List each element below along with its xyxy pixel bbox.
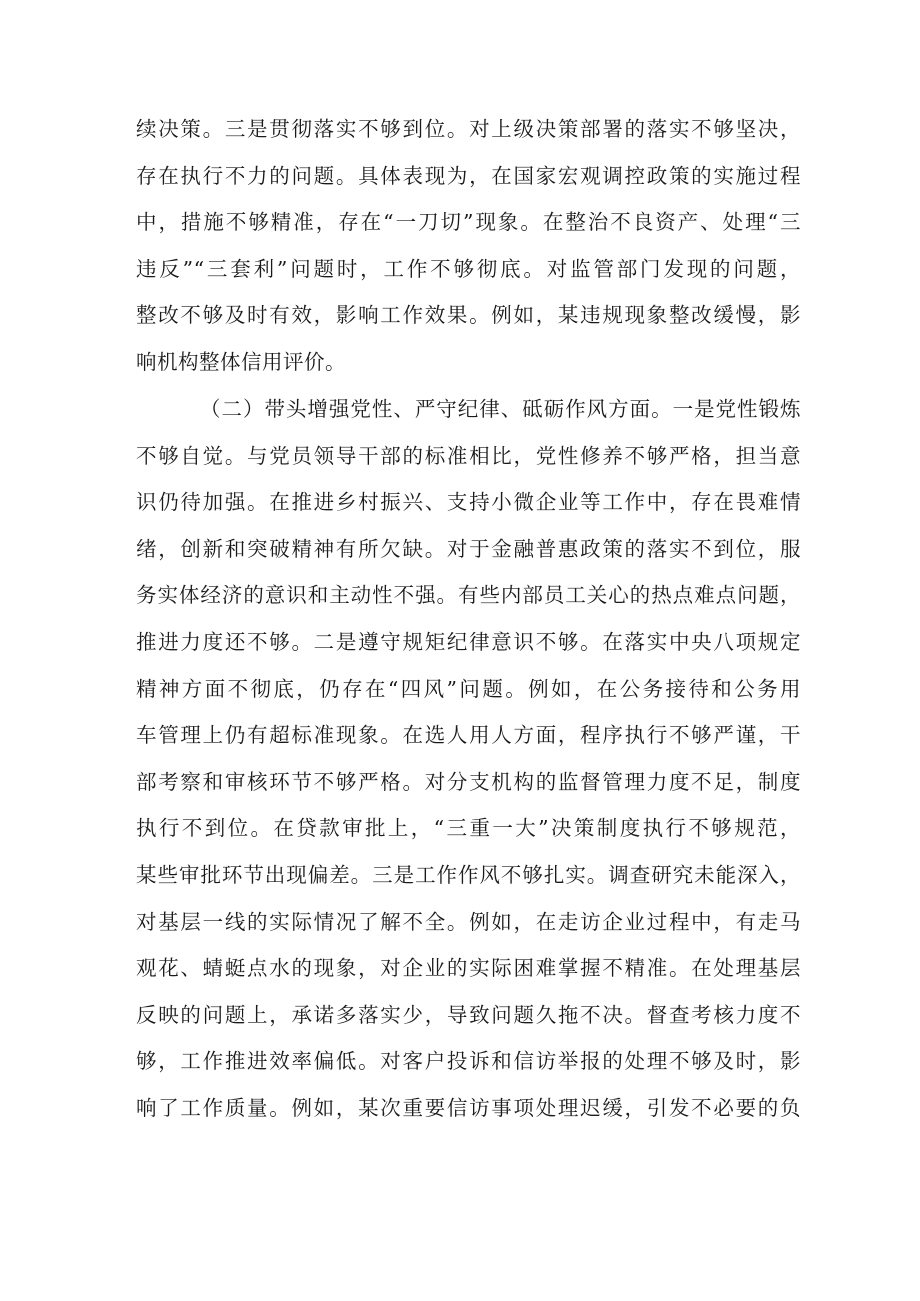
paragraph-line: （二）带头增强党性、严守纪律、砥砺作风方面。一是党性锻炼 — [200, 397, 801, 421]
paragraph-line: 执行不到位。在贷款审批上，“三重一大”决策制度执行不够规范， — [136, 816, 801, 841]
paragraph-line: 精神方面不彻底，仍存在“四风”问题。例如，在公务接待和公务用 — [136, 676, 801, 701]
paragraph-line: 违反”“三套利”问题时，工作不够彻底。对监管部门发现的问题， — [136, 256, 801, 281]
paragraph-line: 整改不够及时有效，影响工作效果。例如，某违规现象整改缓慢，影 — [136, 303, 801, 328]
paragraph-line: 务实体经济的意识和主动性不强。有些内部员工关心的热点难点问题， — [136, 583, 801, 608]
paragraph-2 — [136, 386, 801, 1132]
paragraph-line: 中，措施不够精准，存在“一刀切”现象。在整治不良资产、处理“三 — [136, 210, 801, 235]
paragraph-line: 推进力度还不够。二是遵守规矩纪律意识不够。在落实中央八项规定 — [136, 629, 801, 654]
paragraph-line: 响机构整体信用评价。 — [136, 349, 346, 374]
paragraph-line: 不够自觉。与党员领导干部的标准相比，党性修养不够严格，担当意 — [136, 443, 801, 468]
paragraph-line: 够，工作推进效率偏低。对客户投诉和信访举报的处理不够及时，影 — [136, 1049, 801, 1074]
paragraph-line: 某些审批环节出现偏差。三是工作作风不够扎实。调查研究未能深入， — [136, 862, 801, 887]
paragraph-line: 观花、蜻蜓点水的现象，对企业的实际困难掌握不精准。在处理基层 — [136, 956, 801, 981]
paragraph-line: 响了工作质量。例如，某次重要信访事项处理迟缓，引发不必要的负 — [136, 1095, 801, 1120]
paragraph-line: 识仍待加强。在推进乡村振兴、支持小微企业等工作中，存在畏难情 — [136, 490, 801, 515]
paragraph-1 — [136, 106, 801, 386]
paragraph-line: 续决策。三是贯彻落实不够到位。对上级决策部署的落实不够坚决， — [136, 117, 801, 141]
paragraph-line: 车管理上仍有超标准现象。在选人用人方面，程序执行不够严谨，干 — [136, 723, 801, 748]
paragraph-line: 反映的问题上，承诺多落实少，导致问题久拖不决。督查考核力度不 — [136, 1002, 801, 1027]
paragraph-line: 绪，创新和突破精神有所欠缺。对于金融普惠政策的落实不到位，服 — [136, 536, 801, 561]
paragraph-line: 部考察和审核环节不够严格。对分支机构的监督管理力度不足，制度 — [136, 769, 801, 794]
paragraph-line: 存在执行不力的问题。具体表现为，在国家宏观调控政策的实施过程 — [136, 163, 801, 188]
paragraph-line: 对基层一线的实际情况了解不全。例如，在走访企业过程中，有走马 — [136, 909, 801, 934]
